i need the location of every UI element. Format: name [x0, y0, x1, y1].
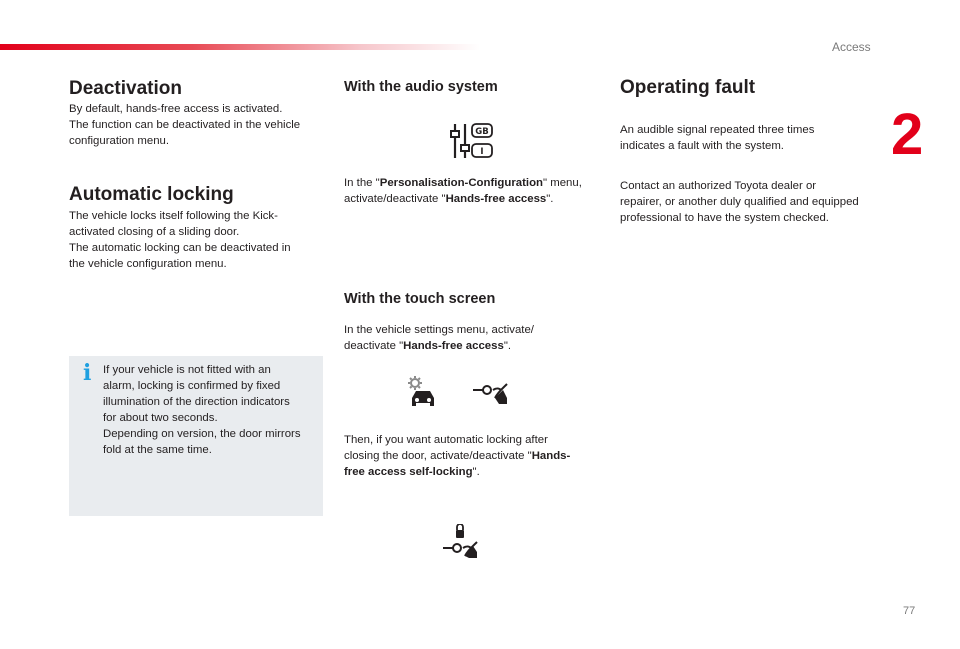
text-line: An audible signal repeated three times — [620, 124, 815, 136]
text-line — [344, 448, 606, 464]
touch-screen-text-1 — [344, 322, 606, 354]
function-name: Hands- — [531, 450, 571, 462]
function-name: Hands-free access — [403, 340, 504, 352]
function-name: free access self-locking — [344, 466, 473, 478]
text-line: fold at the same time. — [103, 444, 212, 456]
text-fragment: " menu, — [543, 177, 582, 189]
hands-free-kick-icon — [471, 376, 511, 410]
deactivation-title: Deactivation — [69, 78, 182, 99]
deactivation-text — [69, 101, 324, 149]
text-fragment: ". — [503, 340, 512, 352]
text-fragment: closing the door, activate/deactivate " — [344, 450, 532, 462]
chapter-number: 2 — [891, 102, 924, 167]
text-line: Then, if you want automatic locking after — [344, 434, 548, 446]
vehicle-settings-icon — [405, 374, 441, 410]
header-accent-bar — [0, 44, 480, 50]
text-line: activated closing of a sliding door. — [69, 226, 240, 238]
text-line: the vehicle configuration menu. — [69, 258, 227, 270]
text-line — [344, 338, 606, 354]
text-fragment: ". — [546, 193, 554, 205]
text-line: If your vehicle is not fitted with an — [103, 364, 271, 376]
text-fragment: activate/deactivate " — [344, 193, 446, 205]
touch-screen-title: With the touch screen — [344, 291, 496, 307]
audio-system-text — [344, 175, 606, 207]
operating-fault-text-1 — [620, 122, 880, 154]
hands-free-lock-icon — [441, 524, 481, 560]
text-line: professional to have the system checked. — [620, 212, 829, 224]
text-line — [344, 175, 606, 191]
function-name: Hands-free access — [445, 193, 547, 205]
touch-screen-text-2 — [344, 432, 606, 480]
text-line: illumination of the direction indicators — [103, 396, 290, 408]
text-line: for about two seconds. — [103, 412, 218, 424]
operating-fault-text-2 — [620, 178, 880, 226]
text-line: Depending on version, the door mirrors — [103, 428, 301, 440]
text-line: By default, hands-free access is activated. — [69, 103, 283, 115]
automatic-locking-text — [69, 208, 324, 272]
text-line: The function can be deactivated in the vehicle — [69, 119, 301, 131]
text-line: In the vehicle settings menu, activate/ — [344, 324, 534, 336]
text-line: configuration menu. — [69, 135, 170, 147]
automatic-locking-title: Automatic locking — [69, 184, 234, 205]
text-line: The vehicle locks itself following the Kick- — [69, 210, 278, 222]
page-number: 77 — [903, 605, 916, 617]
text-fragment: ". — [472, 466, 480, 478]
text-line: indicates a fault with the system. — [620, 140, 784, 152]
menu-name: Personalisation-Configuration — [379, 177, 543, 189]
info-text — [103, 362, 318, 458]
text-line — [344, 191, 606, 207]
text-fragment: In the " — [344, 177, 380, 189]
icon-label-bottom: I — [480, 147, 484, 157]
text-line: Contact an authorized Toyota dealer or — [620, 180, 817, 192]
settings-sliders-icon — [450, 122, 496, 160]
audio-system-title: With the audio system — [344, 79, 498, 95]
text-line — [344, 464, 606, 480]
icon-label-top: GB — [475, 127, 489, 137]
text-line: The automatic locking can be deactivated in — [69, 242, 291, 254]
text-line: alarm, locking is confirmed by fixed — [103, 380, 281, 392]
chapter-name: Access — [832, 40, 871, 54]
text-fragment: deactivate " — [344, 340, 404, 352]
text-line: repairer, or another duly qualified and equipped — [620, 196, 859, 208]
info-icon: i — [83, 360, 92, 386]
operating-fault-title: Operating fault — [620, 77, 756, 98]
